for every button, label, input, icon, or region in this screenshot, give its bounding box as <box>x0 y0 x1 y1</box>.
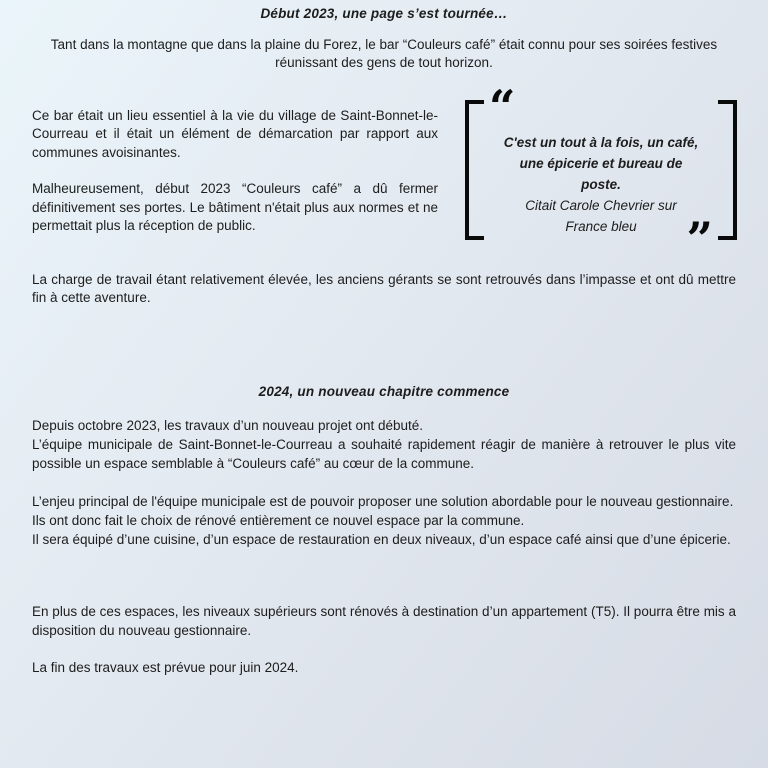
paragraph-renovation-choice: Ils ont donc fait le choix de rénové entièrement ce nouvel espace par la commune. <box>32 513 525 528</box>
paragraph-bar-description: Ce bar était un lieu essentiel à la vie du village de Saint-Bonnet-le-Courreau et il était un élément de démarcation par rapport aux communes avoisinantes. <box>32 108 438 160</box>
quote-text: C'est un tout à la fois, un café, une épicerie et bureau de poste. <box>503 135 699 192</box>
paragraph-bar-closure: Malheureusement, début 2023 “Couleurs café” a dû fermer définitivement ses portes. Le bâtiment n'était plus aux normes et ne permettait plus la réception de public. <box>32 181 438 234</box>
paragraph-apartment: En plus de ces espaces, les niveaux supérieurs sont rénovés à destination d’un appartement (T5). Il pourra être mis a disposition du nouveau gestionnaire. <box>32 604 736 638</box>
section-heading-new-chapter: 2024, un nouveau chapitre commence <box>258 384 510 399</box>
open-quote-icon: “ <box>489 80 516 134</box>
section-heading-closing: Début 2023, une page s’est tournée… <box>260 6 508 21</box>
left-column <box>32 107 438 253</box>
paragraph-completion-date: La fin des travaux est prévue pour juin 2024. <box>32 660 299 675</box>
intro-paragraph: Tant dans la montagne que dans la plaine du Forez, le bar “Couleurs café” était connu pour ses soirées festives réunissant des gens de tout horizon. <box>50 37 718 71</box>
paragraph-workload: La charge de travail étant relativement élevée, les anciens gérants se sont retrouvés dans l’impasse et ont dû mettre fin à cette aventure. <box>32 272 736 306</box>
paragraph-works-started: Depuis octobre 2023, les travaux d’un nouveau projet ont débuté. <box>32 418 424 433</box>
paragraph-equipment: Il sera équipé d’une cuisine, d’un espace de restauration en deux niveaux, d’un espace café ainsi que d’une épicerie. <box>32 532 731 547</box>
paragraph-group-project-start <box>32 416 736 473</box>
pull-quote-box <box>465 80 737 266</box>
paragraph-main-goal: L’enjeu principal de l'équipe municipale est de pouvoir proposer une solution abordable pour le nouveau gestionnaire. <box>32 494 734 509</box>
paragraph-group-renovation <box>32 492 736 549</box>
close-quote-icon: ” <box>686 212 713 266</box>
quote-attribution: Citait Carole Chevrier sur France bleu <box>525 198 677 234</box>
paragraph-municipal-team: L’équipe municipale de Saint-Bonnet-le-Courreau a souhaité rapidement réagir de manière à retrouver le plus vite possible un espace semblable à “Couleurs café” au cœur de la commune. <box>32 437 736 471</box>
